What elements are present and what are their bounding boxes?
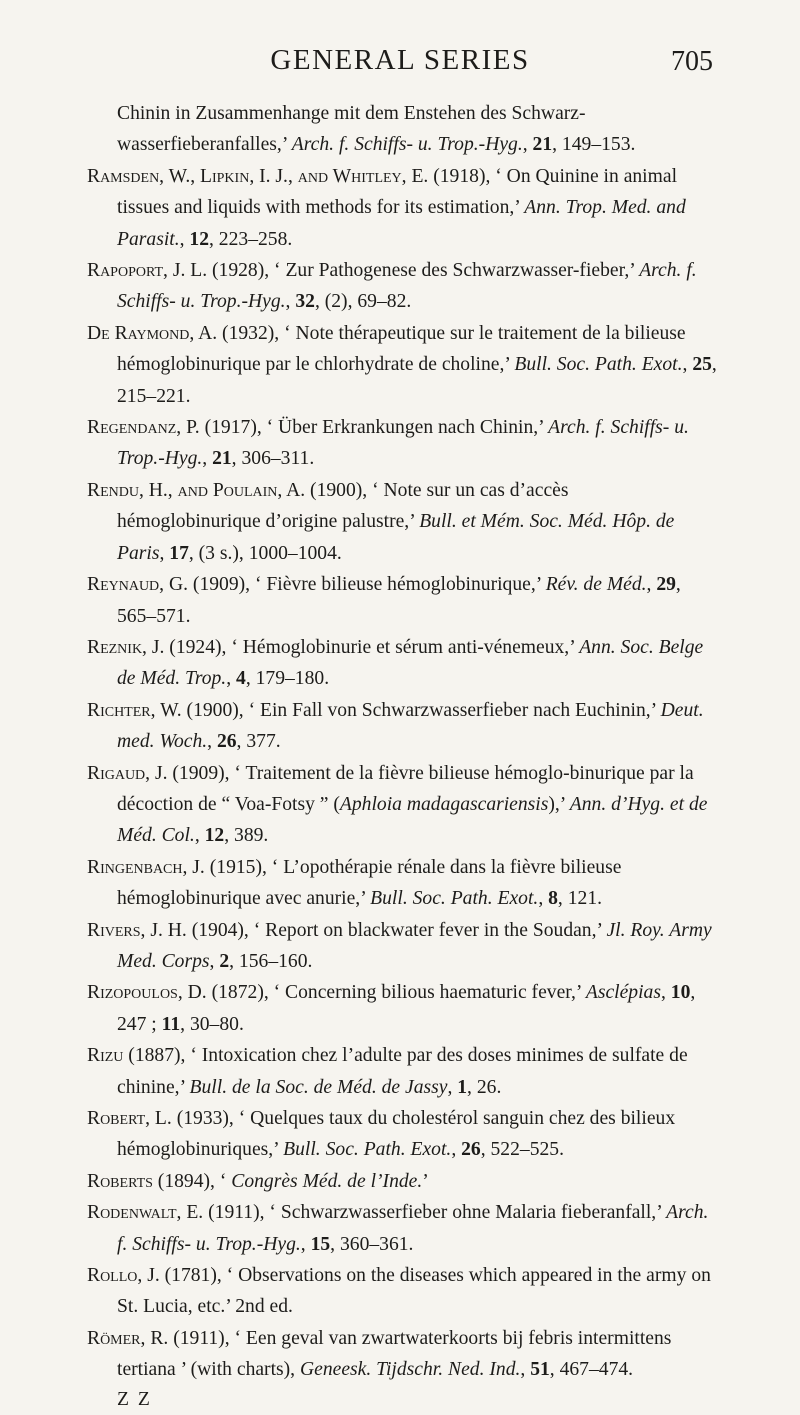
entry-volume: 25 [692, 354, 712, 376]
entry-separator: , [522, 134, 533, 156]
entry-pages: , (2), 69–82. [314, 291, 412, 313]
entry-author: Reynaud, G. [87, 574, 189, 596]
entry-pages: , 223–258. [209, 228, 293, 250]
entry-author: Rapoport, J. L. [87, 260, 208, 282]
entry-pages: , 30–80. [180, 1013, 244, 1035]
entry-volume: 21 [532, 134, 553, 156]
entry-title: (1918), ‘ On Quinine in animal tissues and liquids with methods for its estimation,’ [117, 165, 678, 219]
bibliography-entry [87, 632, 717, 695]
entry-pages: , 179–180. [245, 668, 330, 690]
entry-title: (1911), ‘ Een geval van zwartwaterkoorts bij febris intermittens tertiana ’ (with charts), [117, 1327, 672, 1381]
entry-title: (1887), ‘ Intoxication chez l’adulte par des doses minimes de sulfate de chinine,’ [117, 1045, 688, 1098]
entry-author: Richter, W. [87, 699, 182, 721]
entry-title: (1781), ‘ Observations on the diseases which appeared in the army on St. Lucia, etc.’ 2nd ed. [117, 1265, 711, 1318]
entry-author: Rollo, J. [87, 1265, 160, 1287]
entry-pages: , 467–474. [549, 1359, 634, 1381]
entry-separator: , [179, 228, 190, 250]
entry-separator: , [682, 354, 693, 376]
entry-journal: Ann. Soc. Belge de Méd. Trop. [117, 636, 704, 690]
entry-author: Rendu, H., and Poulain, A. [87, 479, 306, 501]
bibliography-entry [87, 475, 717, 569]
running-head: GENERAL SERIES [270, 44, 530, 76]
entry-separator: , [207, 731, 217, 753]
entry-author: Rodenwalt, E. [87, 1202, 204, 1224]
entry-author: Rizu [87, 1045, 124, 1067]
entry-volume: 15 [310, 1233, 331, 1255]
entry-separator: , [209, 950, 220, 972]
entry-journal: Ann. Trop. Med. and Parasit. [117, 197, 686, 250]
entry-journal: Bull. Soc. Path. Exot. [514, 354, 683, 376]
entry-pages: , 156–160. [229, 950, 313, 972]
entry-journal: Geneesk. Tijdschr. Ned. Ind. [299, 1359, 521, 1381]
entry-title: (1909), ‘ Traitement de la fièvre bilieuse hémoglo-binurique par la décoction de “ Voa-Fotsy ” ( [117, 762, 694, 815]
entry-pages: , 247 ; [117, 982, 696, 1035]
entry-volume: 1 [457, 1076, 468, 1098]
bibliography-entry [87, 161, 717, 255]
page-number: 705 [671, 46, 713, 77]
entry-pages: , 306–311. [231, 448, 315, 470]
entry-author: Reznik, J. [87, 636, 165, 658]
entry-author: Roberts [87, 1170, 153, 1192]
entry-title: (1904), ‘ Report on blackwater fever in the Soudan,’ [186, 919, 607, 941]
entry-volume: 2 [219, 950, 230, 972]
entry-title: (1917), ‘ Über Erkrankungen nach Chinin,’ [199, 417, 549, 439]
entry-volume: 21 [212, 448, 232, 470]
bibliography-entry-continued [87, 98, 717, 161]
entry-journal: Arch. f. Schiffs- u. Trop.-Hyg. [117, 417, 689, 470]
entry-volume: 12 [189, 228, 209, 250]
entry-journal: Jl. Roy. Army Med. Corps [117, 919, 712, 972]
entry-journal: Bull. Soc. Path. Exot. [283, 1139, 452, 1161]
entry-journal: Aphloia madagascariensis [339, 793, 549, 815]
entry-author: Ringenbach, J. [87, 856, 205, 878]
bibliography-entry [87, 695, 717, 758]
entry-separator: , [226, 668, 237, 690]
entry-pages: , 26. [467, 1076, 502, 1098]
entry-title: (1924), ‘ Hémoglobinurie et sérum anti-vénemeux,’ [164, 636, 580, 658]
signature-mark: Z Z [117, 1388, 152, 1410]
entry-volume: 4 [236, 668, 246, 690]
entry-volume: 8 [548, 888, 558, 910]
bibliography-entry [87, 412, 717, 475]
entry-title: (1900), ‘ Note sur un cas d’accès hémoglobinurique d’origine palustre,’ [117, 479, 569, 533]
entry-separator: , [194, 825, 205, 847]
entry-journal: Asclépias [585, 982, 661, 1004]
entry-separator: , [646, 574, 657, 596]
entry-separator: , [660, 982, 671, 1004]
entry-separator: , [451, 1139, 462, 1161]
entry-volume: 12 [204, 825, 225, 847]
bibliography-entry [87, 758, 717, 852]
entry-separator: ),’ [548, 793, 570, 815]
bibliography-entry [87, 1260, 717, 1323]
entry-separator: , [447, 1076, 458, 1098]
entry-volume: 51 [530, 1359, 550, 1381]
entry-journal: Ann. d’Hyg. et de Méd. Col. [117, 793, 708, 847]
entry-pages: , 389. [224, 825, 269, 847]
entry-volume: 26 [461, 1139, 481, 1161]
entry-author: Ramsden, W., Lipkin, I. J., and Whitley, E. [87, 165, 429, 187]
entry-volume: 29 [656, 574, 676, 596]
bibliography-entry [87, 1166, 717, 1197]
entry-author: Rigaud, J. [87, 762, 168, 784]
page-header [0, 44, 800, 88]
entry-journal: Congrès Méd. de l’Inde. [231, 1170, 423, 1192]
bibliography-list [87, 98, 717, 1414]
bibliography-entry [87, 977, 717, 1040]
entry-journal: Rév. de Méd. [545, 574, 647, 596]
entry-pages: , 360–361. [330, 1233, 414, 1255]
entry-separator: , [202, 448, 213, 470]
entry-separator: , [159, 542, 170, 564]
entry-title: (1872), ‘ Concerning bilious haematuric fever,’ [206, 982, 586, 1004]
entry-title: (1909), ‘ Fièvre bilieuse hémoglobinurique,’ [188, 574, 546, 596]
entry-separator: , [520, 1359, 531, 1381]
entry-title: Chinin in Zusammenhange mit dem Enstehen des Schwarz-wasserfieberanfalles,’ [117, 103, 586, 156]
bibliography-entry [87, 1323, 717, 1386]
entry-author: De Raymond, A. [87, 322, 218, 344]
entry-pages: , 121. [557, 888, 603, 910]
entry-volume: 17 [169, 542, 189, 564]
bibliography-entry [87, 569, 717, 632]
entry-journal: Arch. f. Schiffs- u. Trop.-Hyg. [117, 1202, 709, 1255]
entry-volume: 26 [216, 731, 237, 753]
entry-separator: , [300, 1233, 311, 1255]
entry-separator: , [285, 291, 296, 313]
entry-pages: , 522–525. [480, 1139, 564, 1161]
entry-pages: , (3 s.), 1000–1004. [188, 542, 342, 564]
entry-title: (1915), ‘ L’opothérapie rénale dans la fièvre bilieuse hémoglobinurique avec anurie,’ [117, 856, 622, 910]
entry-author: Rivers, J. H. [87, 919, 187, 941]
bibliography-entry [87, 1103, 717, 1166]
entry-title: (1933), ‘ Quelques taux du cholestérol sanguin chez des bilieux hémoglobinuriques,’ [117, 1108, 676, 1161]
entry-author: Römer, R. [87, 1327, 169, 1349]
bibliography-entry [87, 1197, 717, 1260]
entry-pages: , 149–153. [552, 134, 636, 156]
entry-volume: 32 [295, 291, 315, 313]
entry-title: (1932), ‘ Note thérapeutique sur le traitement de la bilieuse hémoglobinurique par le chlorhydrate de choline,’ [117, 322, 686, 376]
entry-title: (1928), ‘ Zur Pathogenese des Schwarzwasser-fieber,’ [207, 260, 640, 282]
entry-author: Rizopoulos, D. [87, 982, 207, 1004]
bibliography-entry [87, 1040, 717, 1103]
entry-title: (1894), ‘ [152, 1170, 232, 1192]
bibliography-entry [87, 255, 717, 318]
bibliography-entry [87, 852, 717, 915]
entry-pages: , 565–571. [117, 574, 681, 627]
entry-author: Robert, L. [87, 1108, 172, 1129]
entry-volume: 11 [161, 1013, 181, 1035]
entry-journal: Deut. med. Woch. [117, 699, 704, 753]
entry-journal: Bull. de la Soc. de Méd. de Jassy [189, 1076, 448, 1098]
entry-title: (1900), ‘ Ein Fall von Schwarzwasserfieber nach Euchinin,’ [181, 699, 661, 721]
entry-separator: ’ [422, 1170, 429, 1192]
entry-title: (1911), ‘ Schwarzwasserfieber ohne Malaria fieberanfall,’ [203, 1202, 667, 1224]
entry-separator: , [538, 888, 549, 910]
entry-journal: Arch. f. Schiffs- u. Trop.-Hyg. [291, 134, 523, 156]
entry-journal: Arch. f. Schiffs- u. Trop.-Hyg. [117, 260, 697, 313]
entry-volume: 10 [670, 982, 691, 1004]
entry-pages: , 215–221. [117, 354, 717, 407]
bibliography-entry [87, 318, 717, 412]
entry-author: Regendanz, P. [87, 417, 200, 439]
entry-journal: Bull. et Mém. Soc. Méd. Hôp. de Paris [117, 511, 675, 564]
entry-journal: Bull. Soc. Path. Exot. [370, 888, 539, 910]
bibliography-entry [87, 915, 717, 978]
entry-pages: , 377. [236, 731, 281, 753]
